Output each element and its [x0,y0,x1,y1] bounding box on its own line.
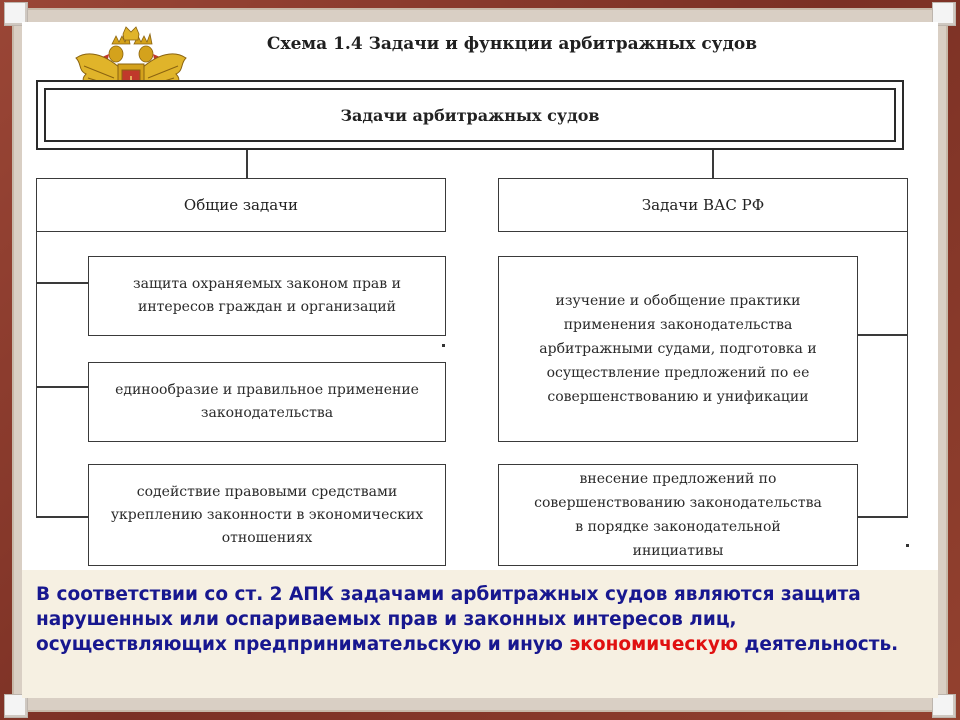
connector-right-1 [858,334,908,336]
general-task-item: содействие правовыми средствами укреплению законности в экономических отношениях [88,464,446,566]
connector-left-2 [36,386,88,388]
connector-top-left [246,150,248,178]
general-task-item: защита охраняемых законом прав и интересов граждан и организаций [88,256,446,336]
slide [22,22,938,698]
scheme-title: Схема 1.4 Задачи и функции арбитражных судов [266,34,758,54]
scan-dot [906,544,909,547]
scan-dot [442,344,445,347]
connector-right-2 [858,516,908,518]
connector-top-right [712,150,714,178]
connector-left-3 [36,516,88,518]
vas-task-item: изучение и обобщение практики применения законодательства арбитражными судами, подготовка и осуществление предложений по ее совершенствованию и унификации [498,256,858,442]
vas-task-item: внесение предложений по совершенствованию законодательства в порядке законодательной инициативы [498,464,858,566]
scheme-scan [22,22,938,570]
note-text-after: деятельность. [737,634,899,655]
note-text-before: В соответствии со ст. 2 АПК задачами арбитражных судов являются защита нарушенных или оспариваемых прав и законных интересов лиц, осуществляющих предпринимательскую и иную [36,584,861,655]
note-highlight: экономическую [569,634,738,655]
column-general-heading: Общие задачи [36,178,446,232]
column-vas-heading: Задачи ВАС РФ [498,178,908,232]
connector-left-1 [36,282,88,284]
top-box-label: Задачи арбитражных судов [44,88,896,142]
top-box [36,80,904,150]
general-task-item: единообразие и правильное применение законодательства [88,362,446,442]
article-note [36,582,926,657]
